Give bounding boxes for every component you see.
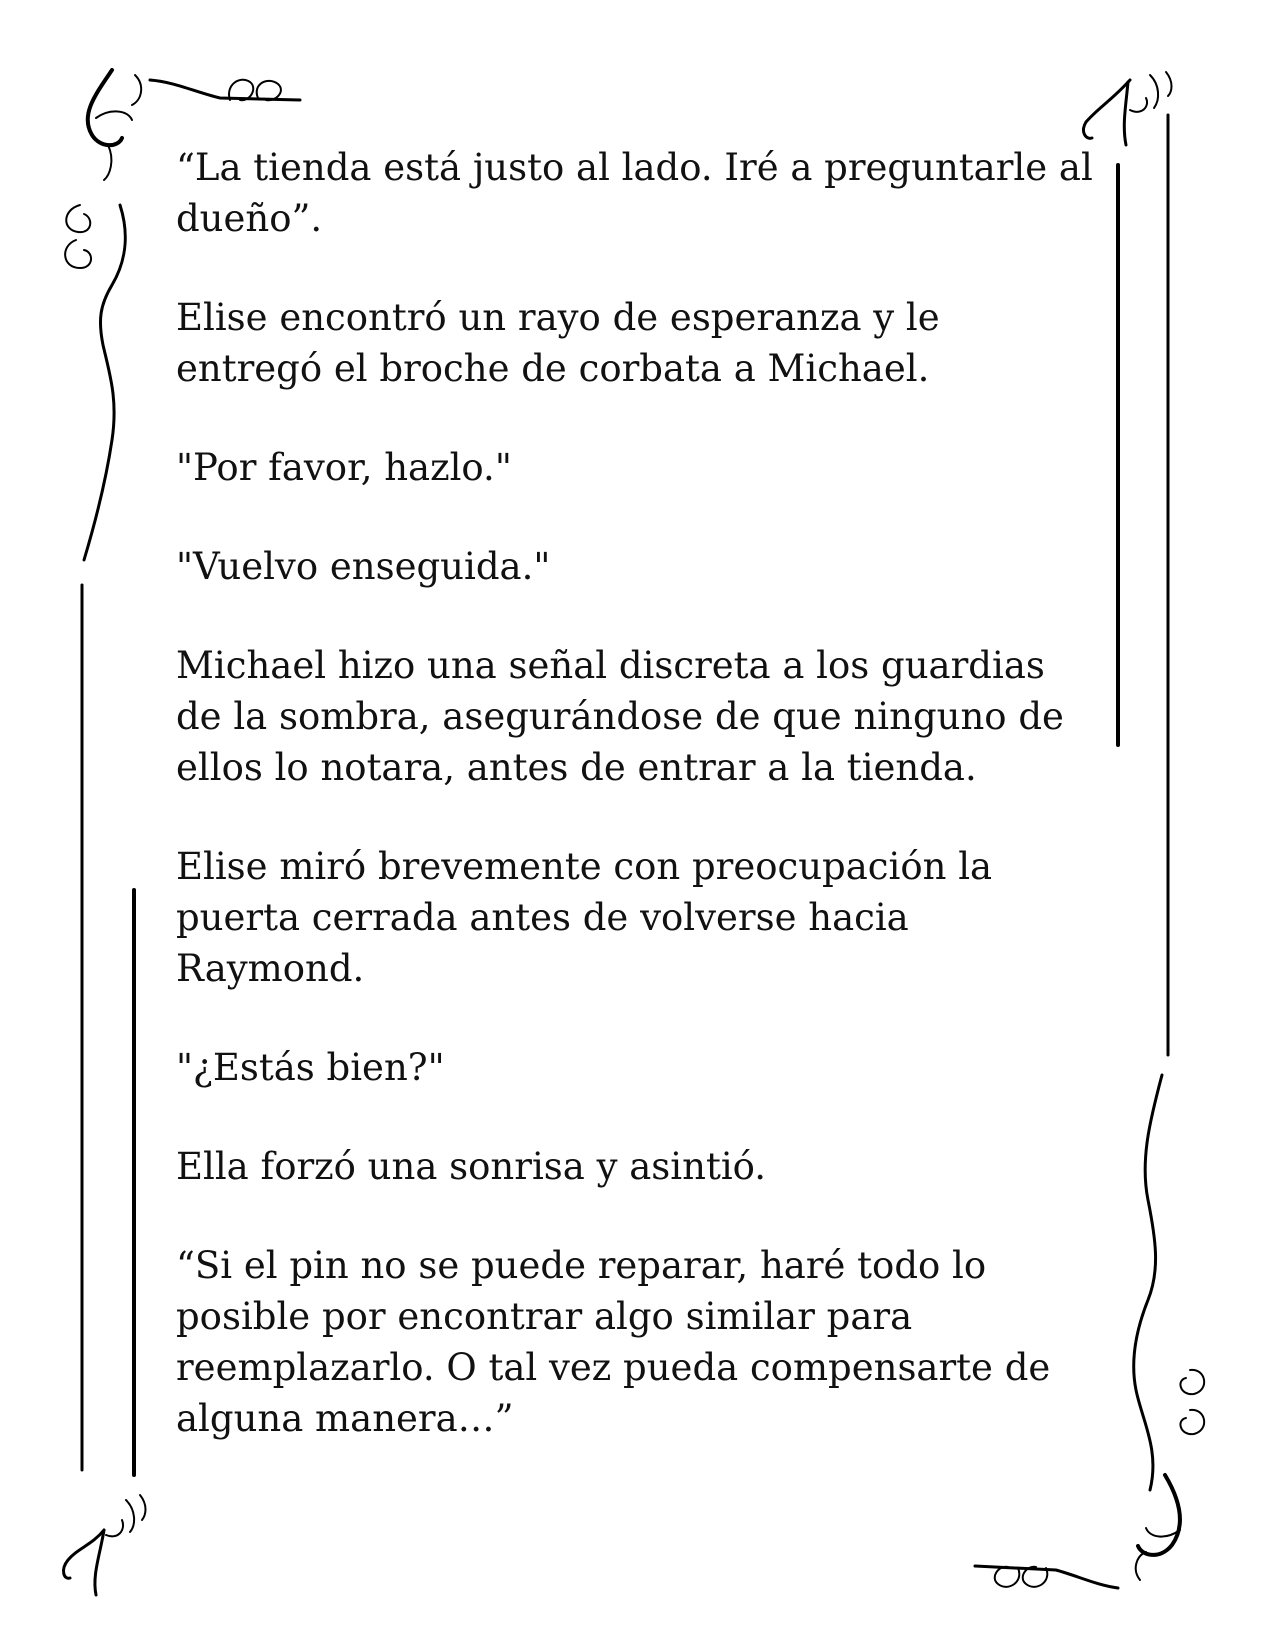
top-right-flourish-icon (1084, 72, 1172, 145)
story-text (176, 142, 1096, 1492)
paragraph: "Por favor, hazlo." (176, 446, 512, 489)
paragraph: Elise miró brevemente con preocupación la puerta cerrada antes de volverse hacia Raymond. (176, 845, 993, 990)
paragraph: "¿Estás bien?" (176, 1046, 445, 1089)
paragraph: Michael hizo una señal discreta a los guardias de la sombra, asegurándose de que ninguno de ellos lo notara, antes de entrar a la tienda. (176, 644, 1064, 789)
bottom-left-flourish-icon (64, 1495, 146, 1595)
paragraph: “La tienda está justo al lado. Iré a preguntarle al dueño”. (176, 146, 1093, 240)
paragraph: Elise encontró un rayo de esperanza y le entregó el broche de corbata a Michael. (176, 296, 940, 390)
paragraph: "Vuelvo enseguida." (176, 545, 551, 588)
paragraph: “Si el pin no se puede reparar, haré todo lo posible por encontrar algo similar para reemplazarlo. O tal vez pueda compensarte de alguna manera…” (176, 1244, 1051, 1440)
paragraph: Ella forzó una sonrisa y asintió. (176, 1145, 767, 1188)
